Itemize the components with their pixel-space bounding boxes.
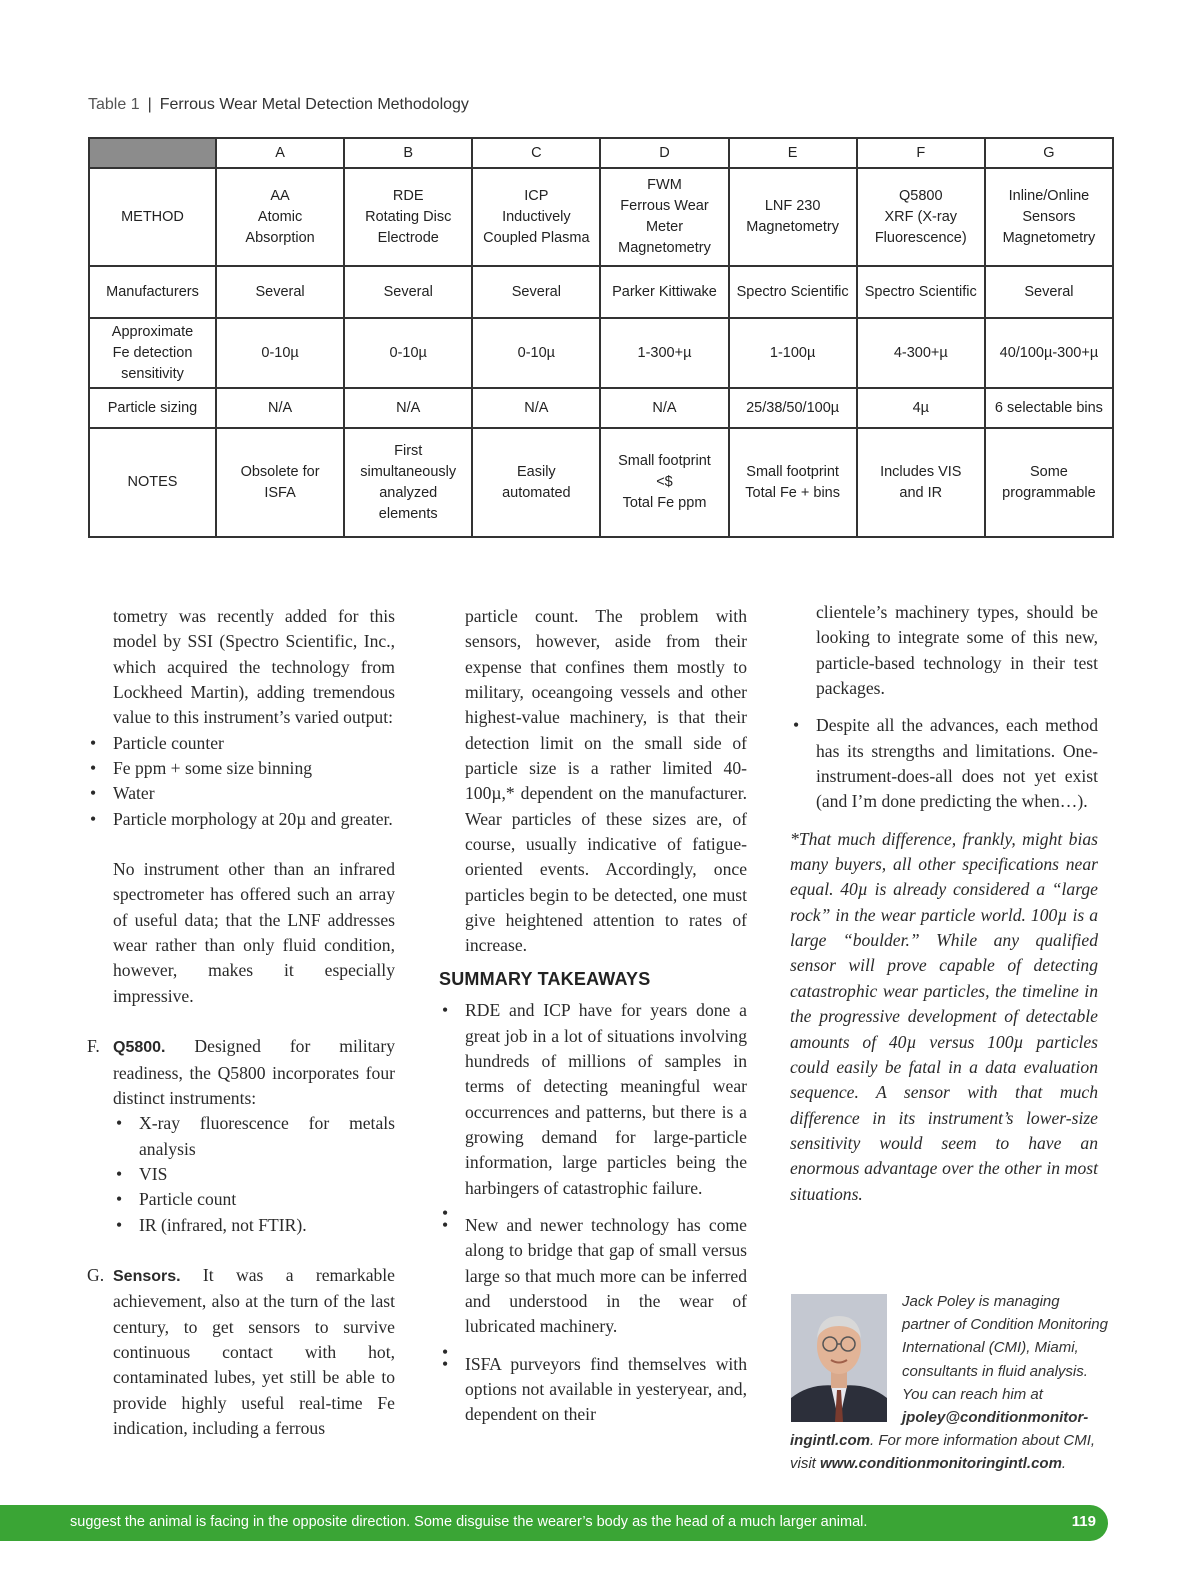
paragraph: tometry was recently added for this model by SSI (Spectro Scientific, Inc., which acquired the technology from Lockheed Martin), adding tremendous value to this instrument’s varied output: — [113, 606, 395, 728]
table-cell: ICP Inductively Coupled Plasma — [472, 168, 600, 266]
spacer — [816, 701, 1098, 713]
row-label: NOTES — [89, 428, 216, 537]
footer-bar — [0, 1505, 1108, 1541]
table-cell: RDE Rotating Disc Electrode — [344, 168, 472, 266]
list-item: • RDE and ICP have for years done a great job in a lot of situations involving hundreds of millions of samples in terms of detecting meaningful wear occurrences and patterns, but there is a growing demand for large-particle information, large particles being the harbingers of catastrophic failure. — [439, 998, 747, 1201]
section-f — [87, 1034, 395, 1111]
section-g — [87, 1263, 395, 1441]
column-header: D — [600, 138, 728, 168]
spacer — [816, 815, 1098, 827]
body-column-1 — [87, 604, 395, 1441]
table-cell: Inline/Online Sensors Magnetometry — [985, 168, 1113, 266]
table-cell: 0-10µ — [472, 318, 600, 388]
column-header: C — [472, 138, 600, 168]
list-item: • VIS — [113, 1162, 395, 1187]
instrument-list — [113, 1111, 395, 1238]
table-cell: Small footprint <$ Total Fe ppm — [600, 428, 728, 537]
table-cell: Easily automated — [472, 428, 600, 537]
table-header-row — [89, 138, 1113, 168]
spacer — [113, 1009, 395, 1034]
column-header: F — [857, 138, 985, 168]
table-cell: 40/100µ-300+µ — [985, 318, 1113, 388]
spacer — [113, 1238, 395, 1263]
table-cell: First simultaneously analyzed elements — [344, 428, 472, 537]
paragraph: clientele’s machinery types, should be looking to integrate some of this new, particle-based technology in their test packages. — [816, 602, 1098, 699]
row-label: Approximate Fe detection sensitivity — [89, 318, 216, 388]
table-cell: 4-300+µ — [857, 318, 985, 388]
table-number: Table 1 — [88, 96, 140, 113]
table-cell: Several — [472, 266, 600, 318]
list-item: • Fe ppm + some size binning — [87, 756, 395, 781]
header-corner-cell — [89, 138, 216, 168]
table-row — [89, 168, 1113, 266]
takeaways-list — [439, 998, 747, 1428]
column-header: B — [344, 138, 472, 168]
table-cell: 1-300+µ — [600, 318, 728, 388]
list-item: • Particle counter — [87, 731, 395, 756]
table-cell: Includes VIS and IR — [857, 428, 985, 537]
bio-mid-text: . For more information about CMI, visit — [790, 1432, 1096, 1473]
paragraph: No instrument other than an infrared spectrometer has offered such an array of useful data; that the LNF addresses wear rather than only fluid condition, however, makes it especially impressive. — [113, 859, 395, 1006]
table-cell: 25/38/50/100µ — [729, 388, 857, 428]
section-letter: G. — [87, 1264, 105, 1285]
body-column-3 — [790, 600, 1098, 1207]
column-header: A — [216, 138, 344, 168]
table-cell: 0-10µ — [216, 318, 344, 388]
table-cell: FWM Ferrous Wear Meter Magnetometry — [600, 168, 728, 266]
takeaways-list-cont — [790, 713, 1098, 814]
row-label: Manufacturers — [89, 266, 216, 318]
table-cell: N/A — [344, 388, 472, 428]
list-item: • Water — [87, 781, 395, 806]
author-email-part2[interactable]: ingintl.com — [790, 1432, 870, 1450]
cmi-website-link[interactable]: www.conditionmonitoringintl.com — [820, 1455, 1062, 1473]
spacer — [439, 1201, 747, 1213]
table-row — [89, 388, 1113, 428]
body-column-2 — [439, 604, 747, 1428]
detection-methodology-table — [88, 137, 1114, 538]
table-cell: Q5800 XRF (X-ray Fluorescence) — [857, 168, 985, 266]
table-cell: 0-10µ — [344, 318, 472, 388]
list-item: • New and newer technology has come along to bridge that gap of small versus large so that much more can be inferred and understood in the wear of lubricated machinery. — [439, 1213, 747, 1340]
column-header: E — [729, 138, 857, 168]
section-letter: F. — [87, 1036, 100, 1057]
table-cell: Several — [344, 266, 472, 318]
list-item: • Particle morphology at 20µ and greater. — [87, 807, 395, 832]
summary-heading: SUMMARY TAKEAWAYS — [439, 968, 651, 989]
list-item: • ISFA purveyors find themselves with options not available in yesteryear, and, dependent on their — [439, 1352, 747, 1428]
table-cell: AA Atomic Absorption — [216, 168, 344, 266]
row-label: METHOD — [89, 168, 216, 266]
table-cell: 6 selectable bins — [985, 388, 1113, 428]
list-item: • Despite all the advances, each method has its strengths and limitations. One-instrument-does-all does not yet exist (and I’m done predicting the when…). — [790, 713, 1098, 814]
table-row — [89, 266, 1113, 318]
table-cell: N/A — [600, 388, 728, 428]
caption-divider: | — [147, 96, 152, 113]
table-cell: N/A — [472, 388, 600, 428]
section-text: Designed for military readiness, the Q5800 incorporates four distinct instruments: — [113, 1036, 395, 1108]
author-email-part1[interactable]: jpoley@conditionmonitor- — [902, 1409, 1089, 1427]
spacer — [439, 1340, 747, 1352]
table-cell: 1-100µ — [729, 318, 857, 388]
bio-intro-text: Jack Poley is managing partner of Condition Monitoring International (CMI), Miami, consultants in fluid analysis. You can reach him at — [902, 1293, 1108, 1403]
list-item: • X-ray fluorescence for metals analysis — [113, 1111, 395, 1162]
list-item: • IR (infrared, not FTIR). — [113, 1213, 395, 1238]
column-header: G — [985, 138, 1113, 168]
output-list — [87, 731, 395, 832]
table-caption — [88, 96, 469, 114]
table-row — [89, 428, 1113, 537]
table-cell: N/A — [216, 388, 344, 428]
table-cell: Some programmable — [985, 428, 1113, 537]
spacer — [113, 832, 395, 857]
section-heading: Q5800. — [113, 1039, 166, 1057]
section-text: It was a remarkable achievement, also at the turn of the last century, to get sensors to survive continuous contact with hot, contaminated lubes, yet still be able to provide highly useful real-time Fe indication, including a ferrous — [113, 1264, 395, 1438]
table-cell: Several — [216, 266, 344, 318]
row-label: Particle sizing — [89, 388, 216, 428]
paragraph: particle count. The problem with sensors, however, aside from their expense that confines them mostly to military, oceangoing vessels and other highest-value machinery, is that their detection limit on the small side of particle size is a rather limited 40-100µ,* dependent on the manufacturer. Wear particles of these sizes are, of course, usually indicative of fatigue-oriented events. Accordingly, once particles begin to be detected, one must give heightened attention to rates of increase. — [465, 606, 747, 956]
bio-end-text: . — [1061, 1455, 1067, 1473]
section-heading: Sensors. — [113, 1267, 181, 1285]
table-cell: Small footprint Total Fe + bins — [729, 428, 857, 537]
table-cell: LNF 230 Magnetometry — [729, 168, 857, 266]
footer-text: suggest the animal is facing in the opposite direction. Some disguise the wearer’s body as the head of a much larger animal. — [70, 1514, 868, 1530]
author-bio — [790, 1290, 1110, 1476]
table-cell: Parker Kittiwake — [600, 266, 728, 318]
bio-intro — [790, 1290, 1110, 1429]
table-cell: Spectro Scientific — [729, 266, 857, 318]
list-item: • Particle count — [113, 1187, 395, 1212]
page-number: 119 — [1071, 1513, 1096, 1530]
table-row — [89, 318, 1113, 388]
table-cell: Several — [985, 266, 1113, 318]
table-title: Ferrous Wear Metal Detection Methodology — [159, 96, 469, 113]
table-cell: Obsolete for ISFA — [216, 428, 344, 537]
footnote: *That much difference, frankly, might bias many buyers, all other specifications near equal. 40µ is already considered a “large rock” in the wear particle world. 100µ is a large “boulder.” While any qualified sensor will prove capable of detecting catastrophic wear particles, the timeline in the progressive development of detectable amounts of 40µ versus 100µ particles could easily be fatal in a data evaluation sequence. A sensor with that much difference in its instrument’s lower-size sensitivity would seem to have an enormous advantage over the other in most situations. — [790, 828, 1098, 1204]
table-cell: 4µ — [857, 388, 985, 428]
table-cell: Spectro Scientific — [857, 266, 985, 318]
